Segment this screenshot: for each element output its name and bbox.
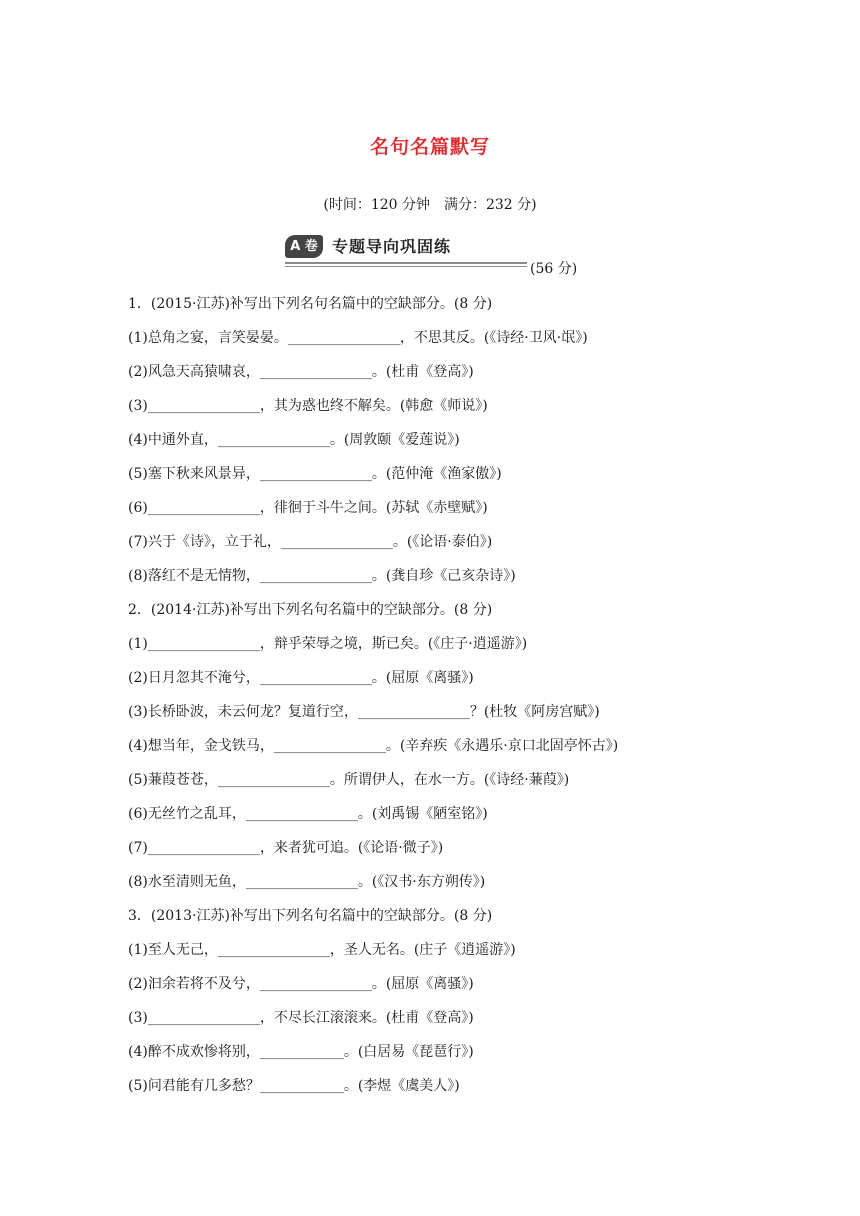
exam-meta: (时间：120 分钟 满分：232 分): [323, 197, 537, 213]
section-score: (56 分): [530, 261, 578, 277]
question-item: (3)长桥卧波，未云何龙？复道行空，________________？(杜牧《阿房宫赋》): [128, 704, 600, 720]
question-heading: 2．(2014·江苏)补写出下列名句名篇中的空缺部分。(8 分): [128, 602, 493, 618]
question-item: (7)________________，来者犹可追。(《论语·微子》): [128, 840, 444, 856]
question-item: (3)________________，不尽长江滚滚来。(杜甫《登高》): [128, 1010, 474, 1026]
section-badge: A 卷: [285, 235, 323, 258]
question-item: (1)至人无己，________________，圣人无名。(庄子《逍遥游》): [128, 942, 516, 958]
question-list: [128, 293, 748, 1109]
question-item: (2)风急天高猿啸哀，________________。(杜甫《登高》): [128, 364, 474, 380]
question-item: (1)总角之宴，言笑晏晏。________________，不思其反。(《诗经·卫风·氓》): [128, 330, 588, 346]
section-title: 专题导向巩固练: [332, 237, 452, 256]
question-item: (4)醉不成欢惨将别，____________。(白居易《琵琶行》): [128, 1044, 474, 1060]
question-item: (7)兴于《诗》，立于礼，________________。(《论语·泰伯》): [128, 534, 493, 550]
section-header: [285, 235, 527, 269]
question-item: (6)无丝竹之乱耳，________________。(刘禹锡《陋室铭》): [128, 806, 488, 822]
question-item: (2)汩余若将不及兮，________________。(屈原《离骚》): [128, 976, 474, 992]
page-title: 名句名篇默写: [369, 136, 490, 158]
question-item: (1)________________，辩乎荣辱之境，斯已矣。(《庄子·逍遥游》): [128, 636, 528, 652]
question-heading: 1．(2015·江苏)补写出下列名句名篇中的空缺部分。(8 分): [128, 296, 493, 312]
question-item: (8)落红不是无情物，________________。(龚自珍《己亥杂诗》): [128, 568, 516, 584]
question-item: (8)水至清则无鱼，________________。(《汉书·东方朔传》): [128, 874, 486, 890]
question-item: (2)日月忽其不淹兮，________________。(屈原《离骚》): [128, 670, 474, 686]
section-rule: [285, 262, 527, 264]
question-item: (5)塞下秋来风景异，________________。(范仲淹《渔家傲》): [128, 466, 502, 482]
question-item: (4)中通外直，________________。(周敦颐《爱莲说》): [128, 432, 460, 448]
question-item: (5)蒹葭苍苍，________________。所谓伊人，在水一方。(《诗经·蒹葭》): [128, 772, 570, 788]
question-item: (3)________________，其为惑也终不解矣。(韩愈《师说》): [128, 398, 488, 414]
question-item: (5)问君能有几多愁？____________。(李煜《虞美人》): [128, 1078, 460, 1094]
section-rule-thin: [285, 266, 527, 267]
question-item: (4)想当年，金戈铁马，________________。(辛弃疾《永遇乐·京口北固亭怀古》): [128, 738, 619, 754]
question-heading: 3．(2013·江苏)补写出下列名句名篇中的空缺部分。(8 分): [128, 908, 493, 924]
question-item: (6)________________，徘徊于斗牛之间。(苏轼《赤壁赋》): [128, 500, 488, 516]
